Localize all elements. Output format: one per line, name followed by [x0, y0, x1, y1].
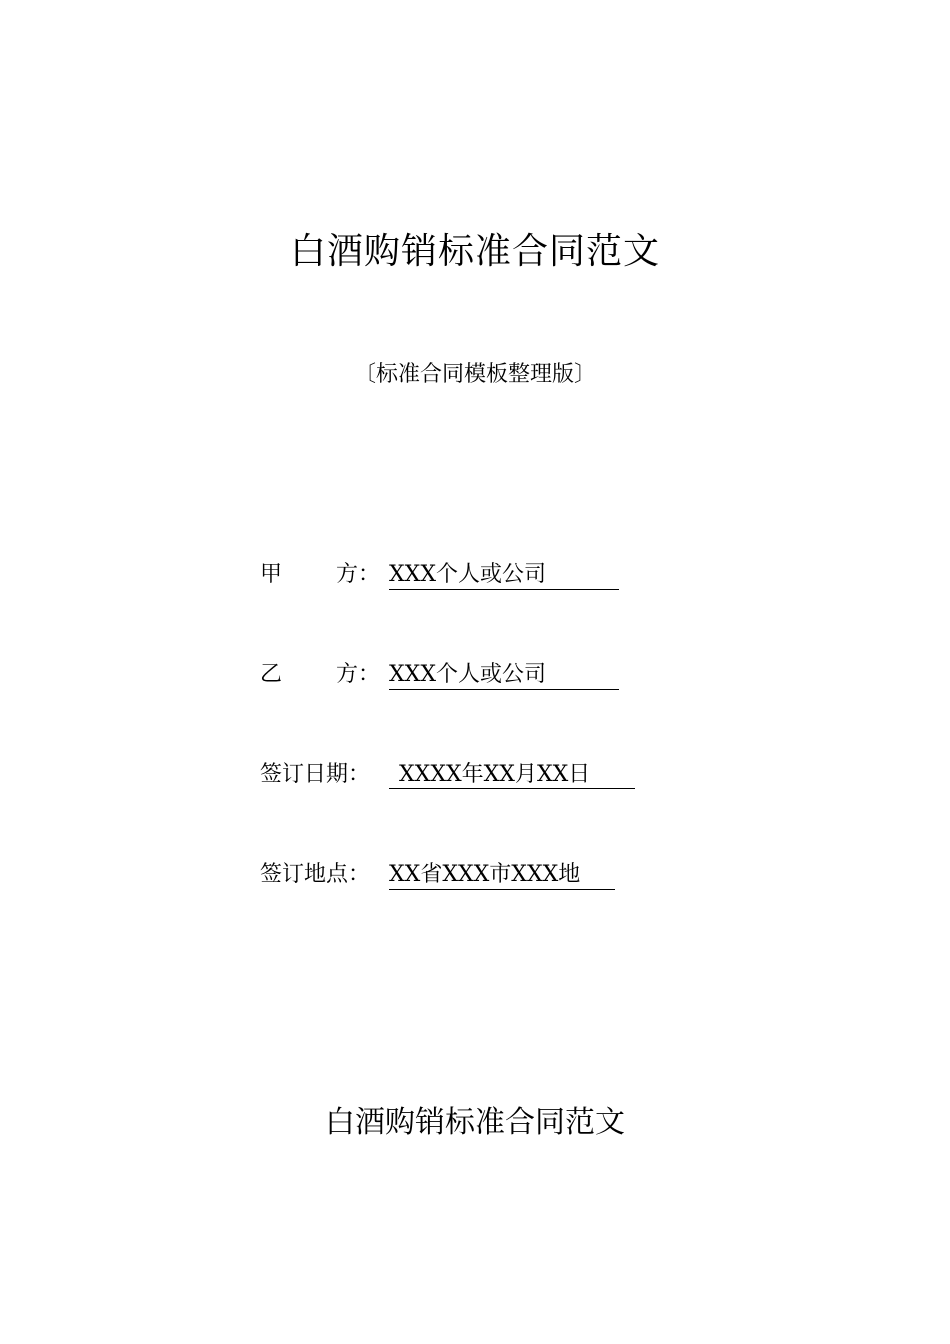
party-a-label-suffix: 方： — [336, 562, 381, 587]
document-title: 白酒购销标准合同范文 — [289, 231, 660, 272]
party-a-value: XXX个人或公司 — [389, 558, 619, 590]
signing-place-label: 签订地点： — [260, 862, 371, 887]
party-a-label-char: 甲 — [260, 562, 283, 587]
document-subtitle: 〔标准合同模板整理版〕 — [353, 362, 596, 387]
party-a-label — [260, 558, 380, 592]
party-b-label — [260, 658, 380, 692]
party-b-value: XXX个人或公司 — [389, 658, 619, 690]
footer-title: 白酒购销标准合同范文 — [325, 1105, 625, 1140]
party-b-label-suffix: 方： — [336, 662, 381, 687]
signing-date-value: XXXX年XX月XX日 — [389, 758, 635, 789]
signing-date-label: 签订日期： — [260, 762, 371, 787]
party-b-label-char: 乙 — [260, 662, 283, 687]
signing-place-value: XX省XXX市XXX地 — [389, 858, 615, 890]
